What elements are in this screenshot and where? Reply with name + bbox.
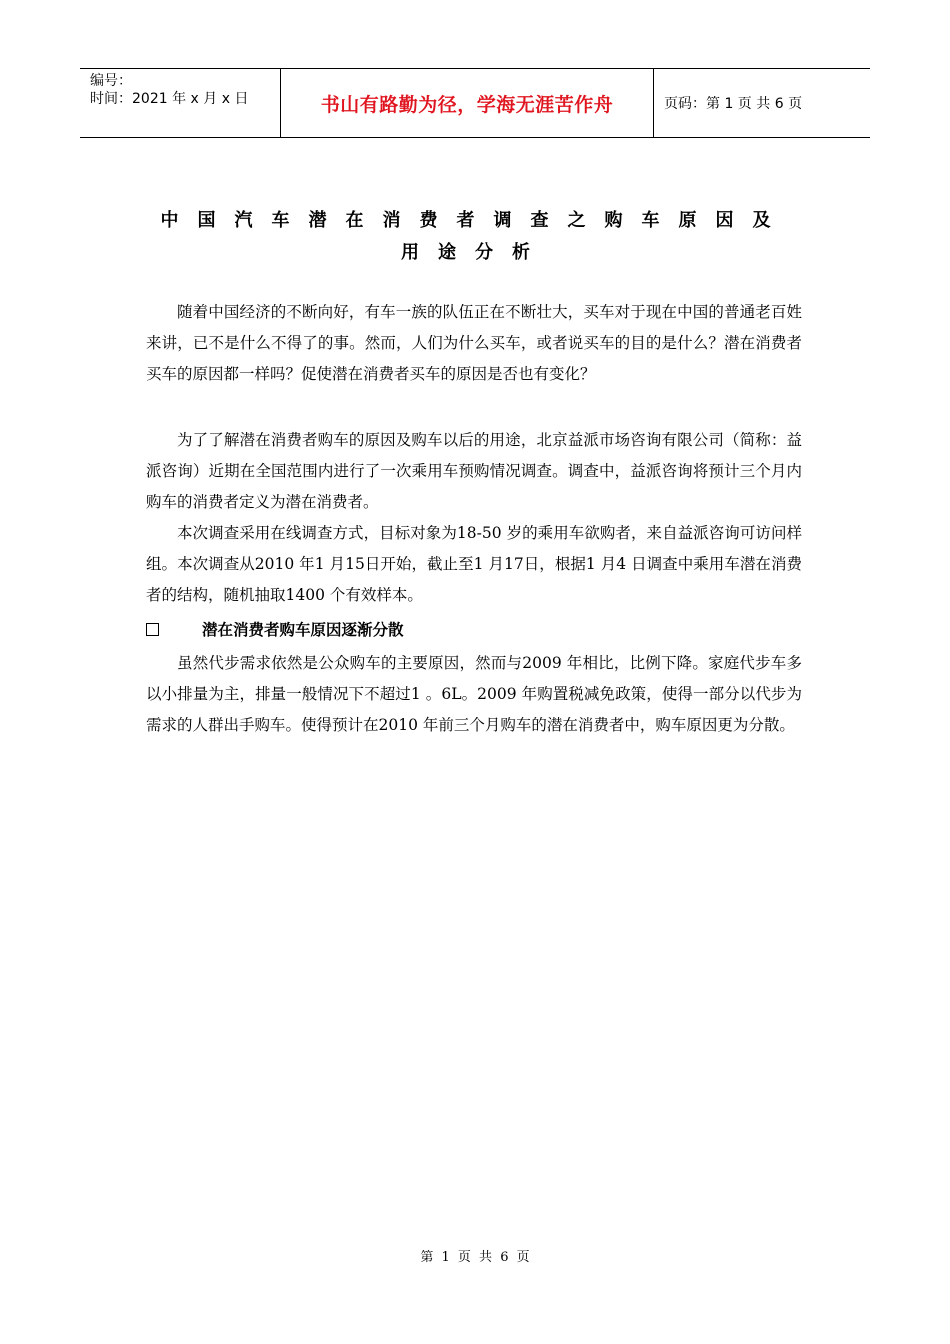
- paragraph-text: 本次调查采用在线调查方式，目标对象为18-50 岁的乘用车欲购者，来自益派咨询可访问样组。本次调查从2010 年1 月15日开始，截止至1 月17日，根据1 月4 日调查中乘用车潜在消费者的结构，随机抽取1400 个有效样本。: [146, 524, 802, 604]
- document-number-label: 编号：: [90, 73, 132, 89]
- header-meta-cell: [80, 69, 281, 137]
- header-table: [80, 68, 870, 138]
- paragraph-intro: [146, 297, 802, 390]
- document-title-line-1: 中国汽车潜在消费者调查之购车原因及: [160, 210, 790, 231]
- paragraph-reasons: [146, 648, 802, 741]
- paragraph-text: 随着中国经济的不断向好，有车一族的队伍正在不断壮大，买车对于现在中国的普通老百姓来讲，已不是什么不得了的事。然而，人们为什么买车，或者说买车的目的是什么？潜在消费者买车的原因都一样吗？促使潜在消费者买车的原因是否也有变化？: [146, 303, 802, 383]
- section-heading-text: 潜在消费者购车原因逐渐分散: [202, 621, 404, 639]
- header-page-info: 页码：第 1 页 共 6 页: [664, 96, 803, 112]
- checkbox-icon: [146, 623, 159, 636]
- section-heading: [146, 618, 404, 640]
- paragraph-text: 为了了解潜在消费者购车的原因及购车以后的用途，北京益派市场咨询有限公司（简称：益派咨询）近期在全国范围内进行了一次乘用车预购情况调查。调查中，益派咨询将预计三个月内购车的消费者定义为潜在消费者。: [146, 431, 802, 511]
- document-title-line-2: 用途分析: [401, 242, 549, 263]
- header-motto: 书山有路勤为径，学海无涯苦作舟: [281, 69, 654, 137]
- paragraph-survey-method: [146, 518, 802, 611]
- paragraph-survey-purpose: [146, 425, 802, 518]
- document-date-label: 时间：2021 年 x 月 x 日: [90, 91, 249, 107]
- page-footer: 第 1 页 共 6 页: [420, 1250, 530, 1265]
- paragraph-text: 虽然代步需求依然是公众购车的主要原因，然而与2009 年相比，比例下降。家庭代步车多以小排量为主，排量一般情况下不超过1 。6L。2009 年购置税减免政策，使得一部分以代步为需求的人群出手购车。使得预计在2010 年前三个月购车的潜在消费者中，购车原因更为分散。: [146, 654, 802, 734]
